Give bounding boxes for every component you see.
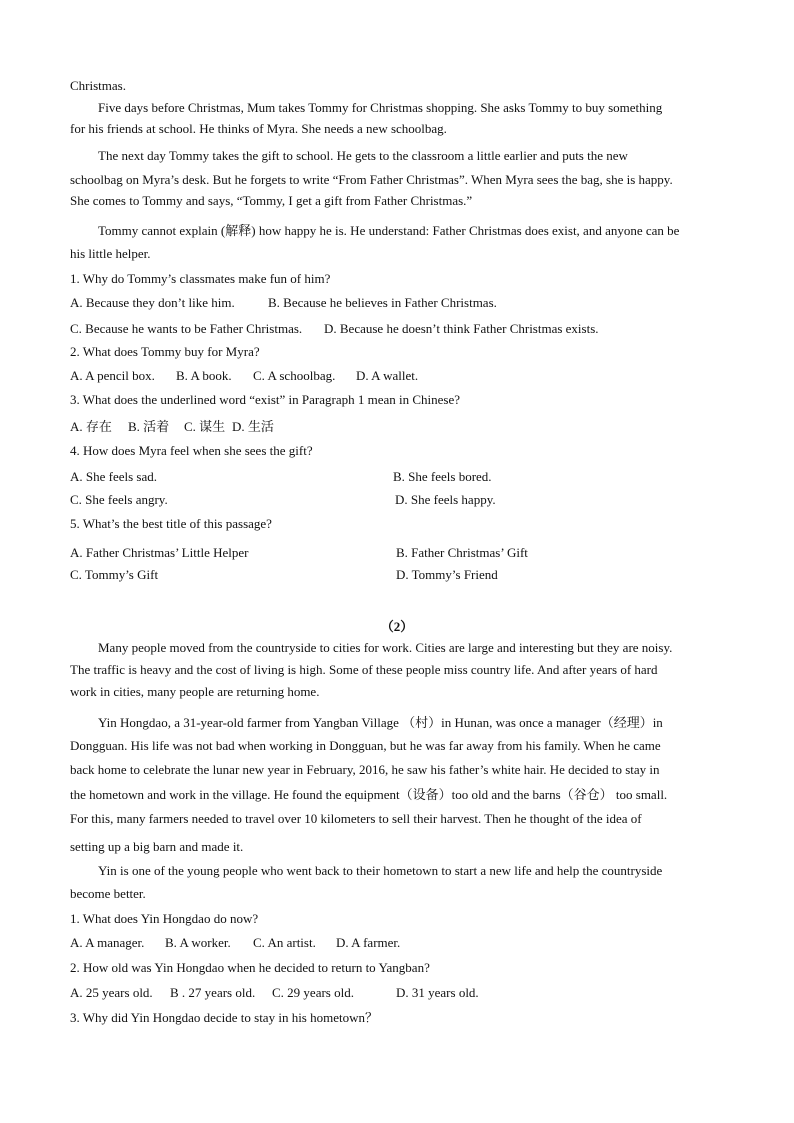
answer-option: B. A book. xyxy=(176,368,232,383)
answer-option: A. 25 years old. xyxy=(70,985,153,1000)
passage-line: Dongguan. His life was not bad when working in Dongguan, but he was far away from his family. When he came xyxy=(70,738,661,753)
answer-option: D. She feels happy. xyxy=(395,492,496,507)
answer-option: A. She feels sad. xyxy=(70,469,158,484)
question-text: 1. Why do Tommy’s classmates make fun of him? xyxy=(70,271,331,286)
answer-option: C. She feels angry. xyxy=(70,492,168,507)
answer-option: A. A manager. xyxy=(70,935,145,950)
answer-option: D. A farmer. xyxy=(336,935,401,950)
passage-line: back home to celebrate the lunar new year in February, 2016, he saw his father’s white hair. He decided to stay in xyxy=(70,762,660,777)
passage-line: For this, many farmers needed to travel over 10 kilometers to sell their harvest. Then he thought of the idea of xyxy=(70,811,642,826)
question-text: 4. How does Myra feel when she sees the gift? xyxy=(70,443,313,458)
answer-option: C. A schoolbag. xyxy=(253,368,336,383)
passage-line: Christmas. xyxy=(70,78,126,93)
passage-line: his little helper. xyxy=(70,246,151,261)
answer-option: B. A worker. xyxy=(165,935,231,950)
answer-option: A. Father Christmas’ Little Helper xyxy=(70,545,249,560)
passage-line: She comes to Tommy and says, “Tommy, I get a gift from Father Christmas.” xyxy=(70,193,473,208)
section-title: （2） xyxy=(380,619,414,634)
answer-option: A. 存在 xyxy=(70,419,112,434)
question-text: 2. What does Tommy buy for Myra? xyxy=(70,344,260,359)
passage-line: work in cities, many people are returning home. xyxy=(70,684,320,699)
answer-option: B. 活着 xyxy=(128,419,170,434)
question-text: 5. What’s the best title of this passage? xyxy=(70,516,272,531)
question-text: 1. What does Yin Hongdao do now? xyxy=(70,911,259,926)
answer-option: C. 29 years old. xyxy=(272,985,354,1000)
answer-option: A. A pencil box. xyxy=(70,368,155,383)
answer-option: B. Because he believes in Father Christmas. xyxy=(268,295,497,310)
answer-option: D. 31 years old. xyxy=(396,985,479,1000)
passage-line: Yin is one of the young people who went back to their hometown to start a new life and help the countryside xyxy=(98,863,663,878)
answer-option: C. Tommy’s Gift xyxy=(70,567,159,582)
answer-option: C. An artist. xyxy=(253,935,316,950)
answer-option: D. Because he doesn’t think Father Christmas exists. xyxy=(324,321,599,336)
answer-option: B . 27 years old. xyxy=(170,985,256,1000)
question-text: 3. Why did Yin Hongdao decide to stay in his hometown？ xyxy=(70,1010,378,1025)
passage-line: Many people moved from the countryside to cities for work. Cities are large and interesting but they are noisy. xyxy=(98,640,673,655)
answer-option: B. She feels bored. xyxy=(393,469,492,484)
question-text: 3. What does the underlined word “exist” in Paragraph 1 mean in Chinese? xyxy=(70,392,461,407)
answer-option: A. Because they don’t like him. xyxy=(70,295,235,310)
passage-line: setting up a big barn and made it. xyxy=(70,839,244,854)
passage-line: Five days before Christmas, Mum takes Tommy for Christmas shopping. She asks Tommy to buy something xyxy=(98,100,663,115)
passage-line: The traffic is heavy and the cost of living is high. Some of these people miss country life. And after years of hard xyxy=(70,662,658,677)
passage-line: become better. xyxy=(70,886,146,901)
passage-line: The next day Tommy takes the gift to school. He gets to the classroom a little earlier and puts the new xyxy=(98,148,628,163)
answer-option: C. 谋生 xyxy=(184,419,226,434)
question-text: 2. How old was Yin Hongdao when he decided to return to Yangban? xyxy=(70,960,430,975)
answer-option: D. A wallet. xyxy=(356,368,419,383)
answer-option: B. Father Christmas’ Gift xyxy=(396,545,528,560)
passage-line: Tommy cannot explain (解释) how happy he is. He understand: Father Christmas does exist, and anyone can be xyxy=(98,223,680,238)
passage-line: the hometown and work in the village. He found the equipment（设备）too old and the barns（谷仓） too small. xyxy=(70,787,668,802)
passage-line: schoolbag on Myra’s desk. But he forgets to write “From Father Christmas”. When Myra sees the bag, she is happy. xyxy=(70,172,673,187)
passage-line: for his friends at school. He thinks of Myra. She needs a new schoolbag. xyxy=(70,121,447,136)
answer-option: C. Because he wants to be Father Christmas. xyxy=(70,321,303,336)
answer-option: D. 生活 xyxy=(232,419,274,434)
passage-line: Yin Hongdao, a 31-year-old farmer from Yangban Village （村）in Hunan, was once a manager（经理）in xyxy=(98,715,663,730)
answer-option: D. Tommy’s Friend xyxy=(396,567,498,582)
